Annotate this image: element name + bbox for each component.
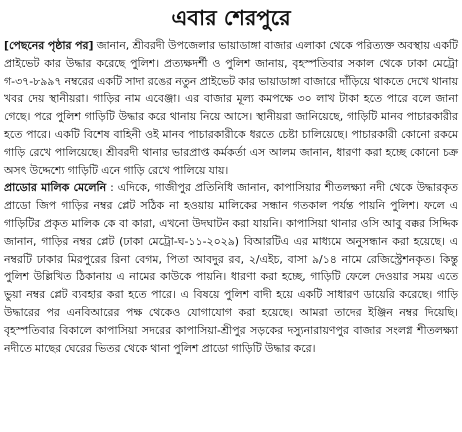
paragraph-text: : এদিকে, গাজীপুর প্রতিনিধি জানান, কাপাসিয়ার শীতলক্ষ্যা নদী থেকে উদ্ধারকৃত প্রাডো জিপ গাড়ির নম্বর প্লেট সঠিক না হওয়ায় মালিকের সন্ধান গতকাল পর্যন্ত পায়নি পুলিশ। ফলে এ গাড়িটির প্রকৃত মালিক কে বা কারা, এখনো উদঘাটন করা যায়নি। কাপাসিয়া থানার ওসি আবু বক্কর সিদ্দিক জানান, গাড়ির নম্বর প্লেট (ঢাকা মেট্রো-ঘ-১১-২০২৯) বিআরটিএ এর মাধ্যমে অনুসন্ধান করা হয়েছে। এ নম্বরটি ঢাকার মিরপুরের রিনা বেগম, পিতা আবদুর রব, ২/এইচ, বাসা ৯/১৪ নামে রেজিস্ট্রেশনকৃত। কিন্তু পুলিশ উল্লিখিত ঠিকানায় এ নামের কাউকে পায়নি। ধারণা করা হচ্ছে, গাড়িটি ফেলে দেওয়ার সময় এতে ভুয়া নম্বর প্লেট ব্যবহার করা হতে পারে। এ বিষয়ে পুলিশ বাদী হয়ে একটি সাধারণ ডায়েরি করেছে। গাড়ি উদ্ধারের পর এনবিআরের পক্ষ থেকেও যোগাযোগ করা হয়েছে। আমরা তাদের ইঞ্জিন নম্বর দিয়েছি। বৃহস্পতিবার বিকালে কাপাসিয়া সদরের কাপাসিয়া-শ্রীপুর সড়কের দস্যুনারায়ণপুর বাজার সংলগ্ন শীতলক্ষ্যা নদীতে মাছের ঘেরের ভিতর থেকে থানা পুলিশ প্রাডো গাড়িটি উদ্ধার করে।: [4, 181, 458, 355]
article-paragraph-1: [4, 37, 458, 179]
subheading-prado-owner: প্রাডোর মালিক মেলেনি: [4, 181, 107, 195]
paragraph-text: জানান, শ্রীবরদী উপজেলার ভায়াডাঙ্গা বাজার এলাকা থেকে পরিত্যক্ত অবস্থায় একটি প্রাইভেট কার উদ্ধার করেছে পুলিশ। প্রত্যক্ষদর্শী ও পুলিশ জানায়, বৃহস্পতিবার সকাল থেকে ঢাকা মেট্রো গ-৩৭-৮৯৯৭ নম্বরের একটি সাদা রঙের নতুন প্রাইভেট কার ভায়াডাঙ্গা বাজারে দাঁড়িয়ে থাকতে দেখে থানায় খবর দেয় স্থানীয়রা। গাড়ির নাম এবেঞ্জা। এর বাজার মূল্য কমপক্ষে ৩০ লাখ টাকা হতে পারে বলে জানা গেছে। পরে পুলিশ গাড়িটি উদ্ধার করে থানায় নিয়ে আসে। স্থানীয়রা জানিয়েছে, গাড়িটি মানব পাচারকারীর হতে পারে। একটি বিশেষ বাহিনী ওই মানব পাচারকারীকে ধরতে চেষ্টা চালিয়েছে। পাচারকারী কোনো রকমে গাড়ি রেখে পালিয়েছে। শ্রীবরদী থানার ভারপ্রাপ্ত কর্মকর্তা এস আলম জানান, ধারণা করা হচ্ছে কোনো চক্র অসৎ উদ্দেশ্যে গাড়িটি এনে গাড়ি রেখে পালিয়ে যায়।: [4, 39, 458, 177]
article-headline: এবার শেরপুরে: [171, 6, 291, 30]
article-paragraph-2: [4, 179, 458, 357]
article-body: [4, 37, 458, 357]
continuation-marker: [পেছনের পৃষ্ঠার পর]: [4, 39, 94, 52]
